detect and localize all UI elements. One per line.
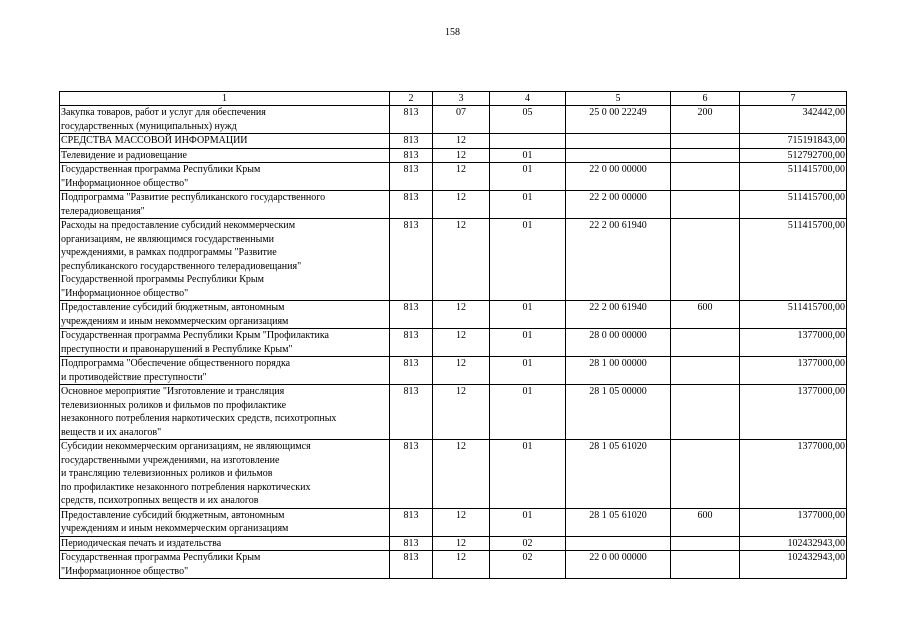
section-code-cell: 07 bbox=[433, 106, 490, 134]
row-name-cell: Подпрограмма "Обеспечение общественного порядка и противодействие преступности" bbox=[60, 357, 390, 385]
target-article-cell: 28 1 05 61020 bbox=[566, 440, 671, 509]
expense-type-cell bbox=[671, 385, 740, 440]
ministry-code-cell: 813 bbox=[390, 191, 433, 219]
target-article-cell: 28 1 00 00000 bbox=[566, 357, 671, 385]
table-row bbox=[60, 551, 847, 579]
subsection-code-cell: 01 bbox=[490, 508, 566, 536]
row-name-cell: Подпрограмма "Развитие республиканского государственного телерадиовещания" bbox=[60, 191, 390, 219]
amount-cell: 1377000,00 bbox=[740, 508, 847, 536]
subsection-code-cell: 01 bbox=[490, 219, 566, 301]
expense-type-cell bbox=[671, 219, 740, 301]
ministry-code-cell: 813 bbox=[390, 301, 433, 329]
ministry-code-cell: 813 bbox=[390, 329, 433, 357]
budget-table bbox=[59, 91, 847, 579]
column-header: 6 bbox=[671, 92, 740, 106]
subsection-code-cell: 01 bbox=[490, 148, 566, 163]
ministry-code-cell: 813 bbox=[390, 508, 433, 536]
row-name-cell: Предоставление субсидий бюджетным, автономным учреждениям и иным некоммерческим организациям bbox=[60, 301, 390, 329]
target-article-cell: 25 0 00 22249 bbox=[566, 106, 671, 134]
table-row bbox=[60, 106, 847, 134]
page-number: 158 bbox=[445, 27, 460, 38]
ministry-code-cell: 813 bbox=[390, 106, 433, 134]
row-name-cell: Предоставление субсидий бюджетным, автономным учреждениям и иным некоммерческим организациям bbox=[60, 508, 390, 536]
column-header: 2 bbox=[390, 92, 433, 106]
amount-cell: 511415700,00 bbox=[740, 191, 847, 219]
ministry-code-cell: 813 bbox=[390, 163, 433, 191]
subsection-code-cell: 01 bbox=[490, 163, 566, 191]
amount-cell: 342442,00 bbox=[740, 106, 847, 134]
section-code-cell: 12 bbox=[433, 551, 490, 579]
ministry-code-cell: 813 bbox=[390, 440, 433, 509]
table-row bbox=[60, 219, 847, 301]
expense-type-cell bbox=[671, 134, 740, 149]
table-row bbox=[60, 385, 847, 440]
section-code-cell: 12 bbox=[433, 536, 490, 551]
amount-cell: 1377000,00 bbox=[740, 385, 847, 440]
target-article-cell: 28 1 05 00000 bbox=[566, 385, 671, 440]
row-name-cell: СРЕДСТВА МАССОВОЙ ИНФОРМАЦИИ bbox=[60, 134, 390, 149]
row-name-cell: Расходы на предоставление субсидий некоммерческим организациям, не являющимся государственными учреждениями, в рамках подпрограммы "Развитие республиканского государственного телерадиовещания" Государственной программы Республики Крым "Информационное общество" bbox=[60, 219, 390, 301]
ministry-code-cell: 813 bbox=[390, 219, 433, 301]
subsection-code-cell: 02 bbox=[490, 536, 566, 551]
table-row bbox=[60, 134, 847, 149]
ministry-code-cell: 813 bbox=[390, 536, 433, 551]
row-name-cell: Государственная программа Республики Крым "Информационное общество" bbox=[60, 163, 390, 191]
amount-cell: 511415700,00 bbox=[740, 301, 847, 329]
section-code-cell: 12 bbox=[433, 148, 490, 163]
target-article-cell bbox=[566, 536, 671, 551]
subsection-code-cell: 05 bbox=[490, 106, 566, 134]
ministry-code-cell: 813 bbox=[390, 357, 433, 385]
ministry-code-cell: 813 bbox=[390, 148, 433, 163]
ministry-code-cell: 813 bbox=[390, 134, 433, 149]
expense-type-cell: 600 bbox=[671, 508, 740, 536]
amount-cell: 511415700,00 bbox=[740, 163, 847, 191]
table-row bbox=[60, 357, 847, 385]
target-article-cell: 28 0 00 00000 bbox=[566, 329, 671, 357]
table-row bbox=[60, 536, 847, 551]
section-code-cell: 12 bbox=[433, 219, 490, 301]
expense-type-cell bbox=[671, 536, 740, 551]
amount-cell: 511415700,00 bbox=[740, 219, 847, 301]
section-code-cell: 12 bbox=[433, 134, 490, 149]
row-name-cell: Телевидение и радиовещание bbox=[60, 148, 390, 163]
subsection-code-cell: 01 bbox=[490, 357, 566, 385]
target-article-cell: 22 0 00 00000 bbox=[566, 163, 671, 191]
column-header: 5 bbox=[566, 92, 671, 106]
target-article-cell: 22 2 00 61940 bbox=[566, 301, 671, 329]
column-header: 1 bbox=[60, 92, 390, 106]
target-article-cell: 28 1 05 61020 bbox=[566, 508, 671, 536]
subsection-code-cell: 01 bbox=[490, 440, 566, 509]
section-code-cell: 12 bbox=[433, 191, 490, 219]
table-row bbox=[60, 301, 847, 329]
row-name-cell: Основное мероприятие "Изготовление и трансляция телевизионных роликов и фильмов по профилактике незаконного потребления наркотических средств, психотропных веществ и их аналогов" bbox=[60, 385, 390, 440]
expense-type-cell: 600 bbox=[671, 301, 740, 329]
column-header: 4 bbox=[490, 92, 566, 106]
amount-cell: 512792700,00 bbox=[740, 148, 847, 163]
expense-type-cell bbox=[671, 163, 740, 191]
expense-type-cell bbox=[671, 551, 740, 579]
subsection-code-cell: 02 bbox=[490, 551, 566, 579]
table-row bbox=[60, 163, 847, 191]
amount-cell: 1377000,00 bbox=[740, 329, 847, 357]
expense-type-cell: 200 bbox=[671, 106, 740, 134]
target-article-cell bbox=[566, 148, 671, 163]
target-article-cell: 22 2 00 61940 bbox=[566, 219, 671, 301]
expense-type-cell bbox=[671, 440, 740, 509]
subsection-code-cell: 01 bbox=[490, 301, 566, 329]
subsection-code-cell bbox=[490, 134, 566, 149]
section-code-cell: 12 bbox=[433, 440, 490, 509]
section-code-cell: 12 bbox=[433, 163, 490, 191]
subsection-code-cell: 01 bbox=[490, 191, 566, 219]
ministry-code-cell: 813 bbox=[390, 551, 433, 579]
table-row bbox=[60, 440, 847, 509]
amount-cell: 715191843,00 bbox=[740, 134, 847, 149]
amount-cell: 102432943,00 bbox=[740, 536, 847, 551]
column-number-row bbox=[60, 92, 847, 106]
amount-cell: 102432943,00 bbox=[740, 551, 847, 579]
amount-cell: 1377000,00 bbox=[740, 357, 847, 385]
table-row bbox=[60, 148, 847, 163]
expense-type-cell bbox=[671, 148, 740, 163]
row-name-cell: Государственная программа Республики Крым "Информационное общество" bbox=[60, 551, 390, 579]
table-row bbox=[60, 329, 847, 357]
amount-cell: 1377000,00 bbox=[740, 440, 847, 509]
row-name-cell: Закупка товаров, работ и услуг для обеспечения государственных (муниципальных) нужд bbox=[60, 106, 390, 134]
expense-type-cell bbox=[671, 329, 740, 357]
target-article-cell: 22 0 00 00000 bbox=[566, 551, 671, 579]
expense-type-cell bbox=[671, 357, 740, 385]
ministry-code-cell: 813 bbox=[390, 385, 433, 440]
target-article-cell: 22 2 00 00000 bbox=[566, 191, 671, 219]
row-name-cell: Субсидии некоммерческим организациям, не являющимся государственными учреждениями, на изготовление и трансляцию телевизионных роликов и фильмов по профилактике незаконного потребления наркотических средств, психотропных веществ и их аналогов bbox=[60, 440, 390, 509]
subsection-code-cell: 01 bbox=[490, 385, 566, 440]
expense-type-cell bbox=[671, 191, 740, 219]
row-name-cell: Государственная программа Республики Крым "Профилактика преступности и правонарушений в Республике Крым" bbox=[60, 329, 390, 357]
subsection-code-cell: 01 bbox=[490, 329, 566, 357]
table-row bbox=[60, 508, 847, 536]
section-code-cell: 12 bbox=[433, 301, 490, 329]
section-code-cell: 12 bbox=[433, 508, 490, 536]
target-article-cell bbox=[566, 134, 671, 149]
column-header: 3 bbox=[433, 92, 490, 106]
row-name-cell: Периодическая печать и издательства bbox=[60, 536, 390, 551]
section-code-cell: 12 bbox=[433, 357, 490, 385]
table-row bbox=[60, 191, 847, 219]
section-code-cell: 12 bbox=[433, 329, 490, 357]
column-header: 7 bbox=[740, 92, 847, 106]
section-code-cell: 12 bbox=[433, 385, 490, 440]
